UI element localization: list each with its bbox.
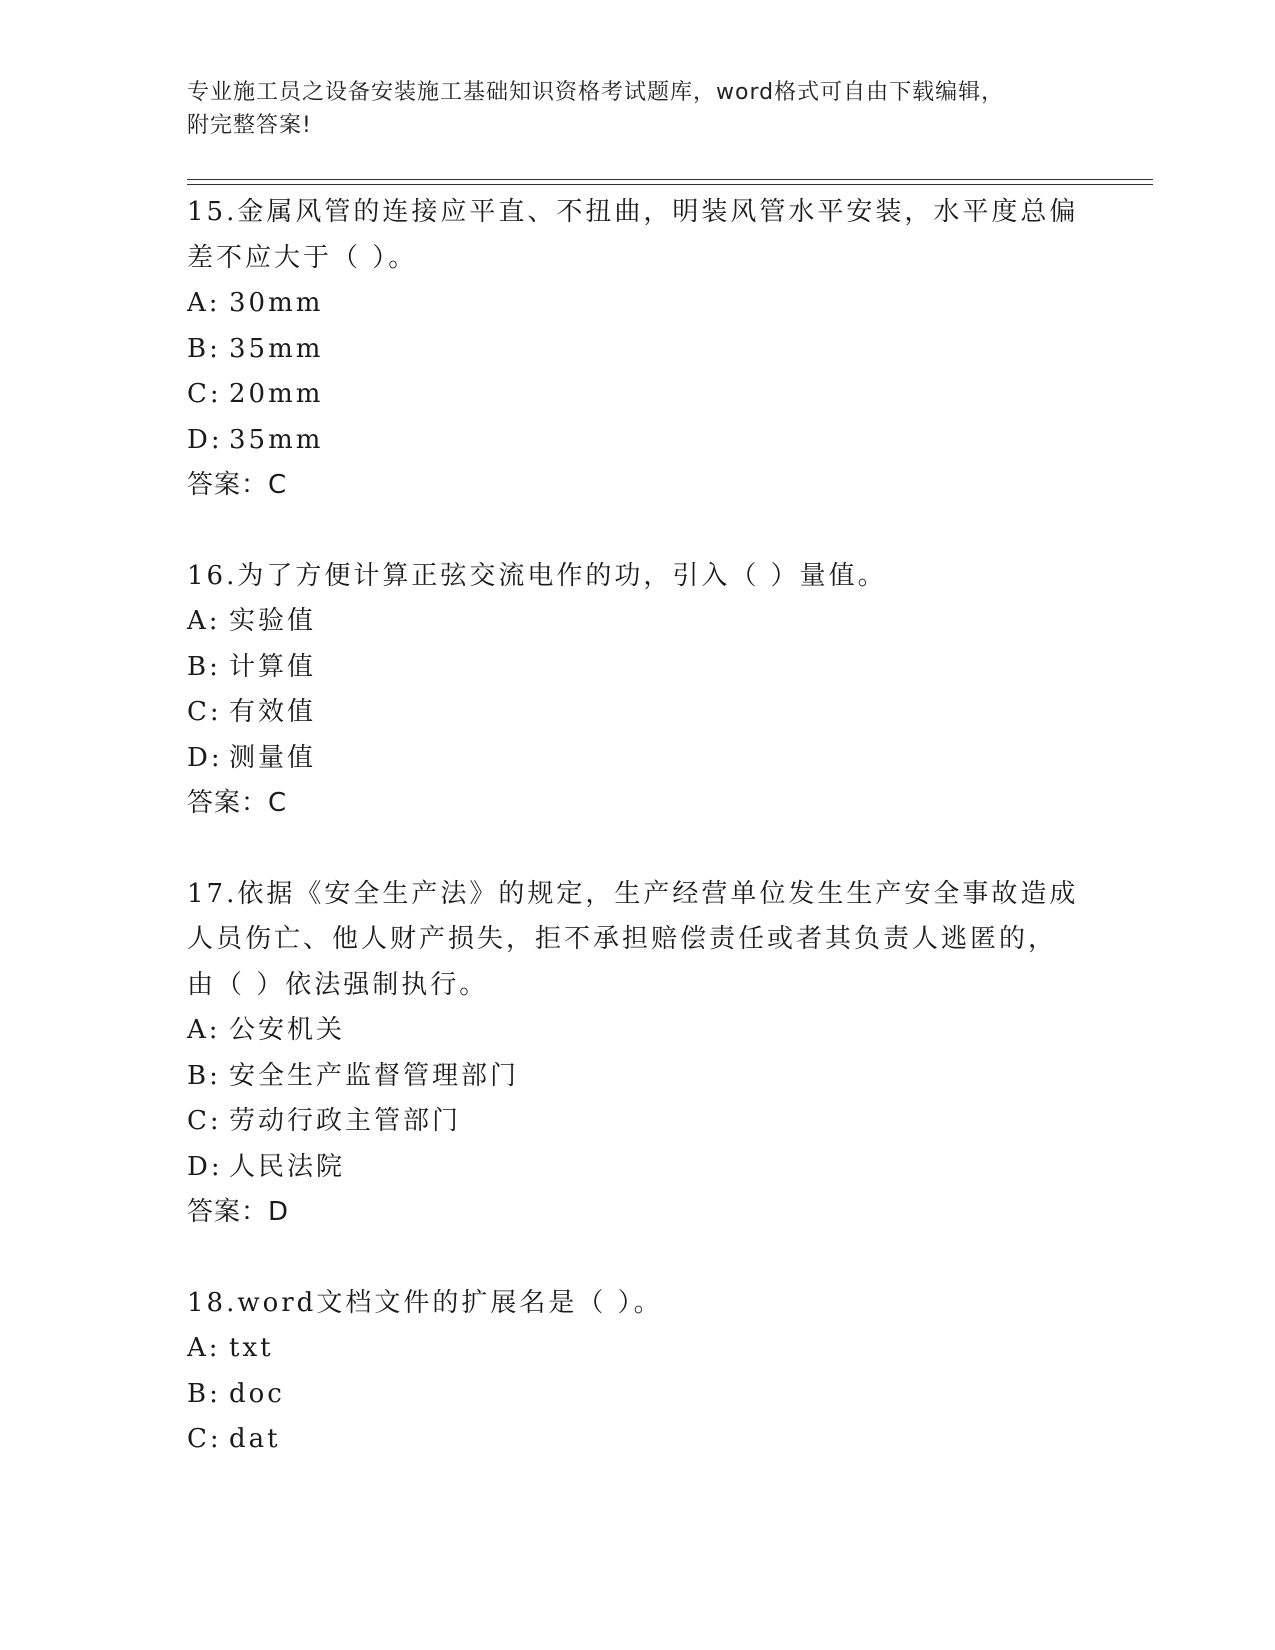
- option-text: 公安机关: [229, 1015, 346, 1045]
- option-c: [187, 372, 1087, 418]
- option-label: D:: [187, 1151, 223, 1182]
- option-text: 35mm: [229, 333, 324, 364]
- question-stem-line: 人员伤亡、他人财产损失，拒不承担赔偿责任或者其负责人逃匿的，: [187, 924, 1058, 954]
- option-b: [187, 1054, 1087, 1100]
- header-divider-top: [187, 179, 1153, 180]
- answer-line: 答案：D: [187, 1197, 290, 1227]
- option-text: 测量值: [229, 742, 317, 773]
- question-17: [187, 872, 1087, 1236]
- question-stem-line: 差不应大于（ ）。: [187, 242, 418, 273]
- question-15: [187, 190, 1087, 509]
- document-header: [187, 76, 1087, 142]
- option-label: D:: [187, 424, 223, 455]
- question-spacer: [187, 509, 1087, 554]
- option-d: [187, 1145, 1087, 1191]
- option-text: 30mm: [229, 288, 324, 318]
- option-label: C:: [187, 1424, 222, 1454]
- option-text: 计算值: [229, 651, 317, 682]
- question-stem-line: 18.word文档文件的扩展名是（ ）。: [187, 1287, 663, 1318]
- answer-line: 答案：C: [187, 470, 288, 500]
- option-label: D:: [187, 742, 223, 773]
- option-text: 安全生产监督管理部门: [229, 1060, 520, 1091]
- option-text: 20mm: [229, 379, 324, 409]
- option-text: 有效值: [229, 697, 317, 727]
- option-a: [187, 599, 1087, 645]
- option-b: [187, 645, 1087, 691]
- option-text: 实验值: [229, 606, 317, 636]
- option-text: dat: [229, 1424, 281, 1454]
- question-16: [187, 554, 1087, 827]
- header-line-2: 附完整答案!: [187, 113, 312, 138]
- question-spacer: [187, 827, 1087, 872]
- option-label: A:: [187, 288, 221, 318]
- option-label: C:: [187, 379, 222, 409]
- option-d: [187, 418, 1087, 464]
- question-list: [187, 190, 1087, 1463]
- question-spacer: [187, 1236, 1087, 1281]
- option-text: 人民法院: [229, 1151, 346, 1182]
- answer-line: 答案：C: [187, 788, 288, 818]
- option-a: [187, 1008, 1087, 1054]
- option-label: B:: [187, 1378, 221, 1409]
- option-d: [187, 736, 1087, 782]
- option-c: [187, 690, 1087, 736]
- option-label: B:: [187, 651, 221, 682]
- option-c: [187, 1417, 1087, 1463]
- header-divider-bottom: [187, 184, 1153, 185]
- option-label: B:: [187, 1060, 221, 1091]
- option-label: C:: [187, 697, 222, 727]
- option-text: doc: [229, 1378, 285, 1409]
- option-a: [187, 281, 1087, 327]
- option-label: A:: [187, 606, 221, 636]
- option-label: C:: [187, 1106, 222, 1136]
- question-stem-line: 17.依据《安全生产法》的规定，生产经营单位发生生产安全事故造成: [187, 878, 1079, 909]
- option-text: txt: [229, 1333, 274, 1363]
- option-text: 劳动行政主管部门: [229, 1106, 462, 1136]
- option-c: [187, 1099, 1087, 1145]
- option-b: [187, 327, 1087, 373]
- option-label: A:: [187, 1015, 221, 1045]
- option-label: A:: [187, 1333, 221, 1363]
- option-a: [187, 1326, 1087, 1372]
- header-line-1: 专业施工员之设备安装施工基础知识资格考试题库，word格式可自由下载编辑，: [187, 80, 1005, 105]
- question-stem-line: 15.金属风管的连接应平直、不扭曲，明装风管水平安装，水平度总偏: [187, 197, 1079, 227]
- question-stem-line: 由（ ）依法强制执行。: [187, 969, 489, 1000]
- question-18: [187, 1281, 1087, 1463]
- option-b: [187, 1372, 1087, 1418]
- option-text: 35mm: [229, 424, 324, 455]
- option-label: B:: [187, 333, 221, 364]
- question-stem-line: 16.为了方便计算正弦交流电作的功，引入（ ）量值。: [187, 560, 887, 591]
